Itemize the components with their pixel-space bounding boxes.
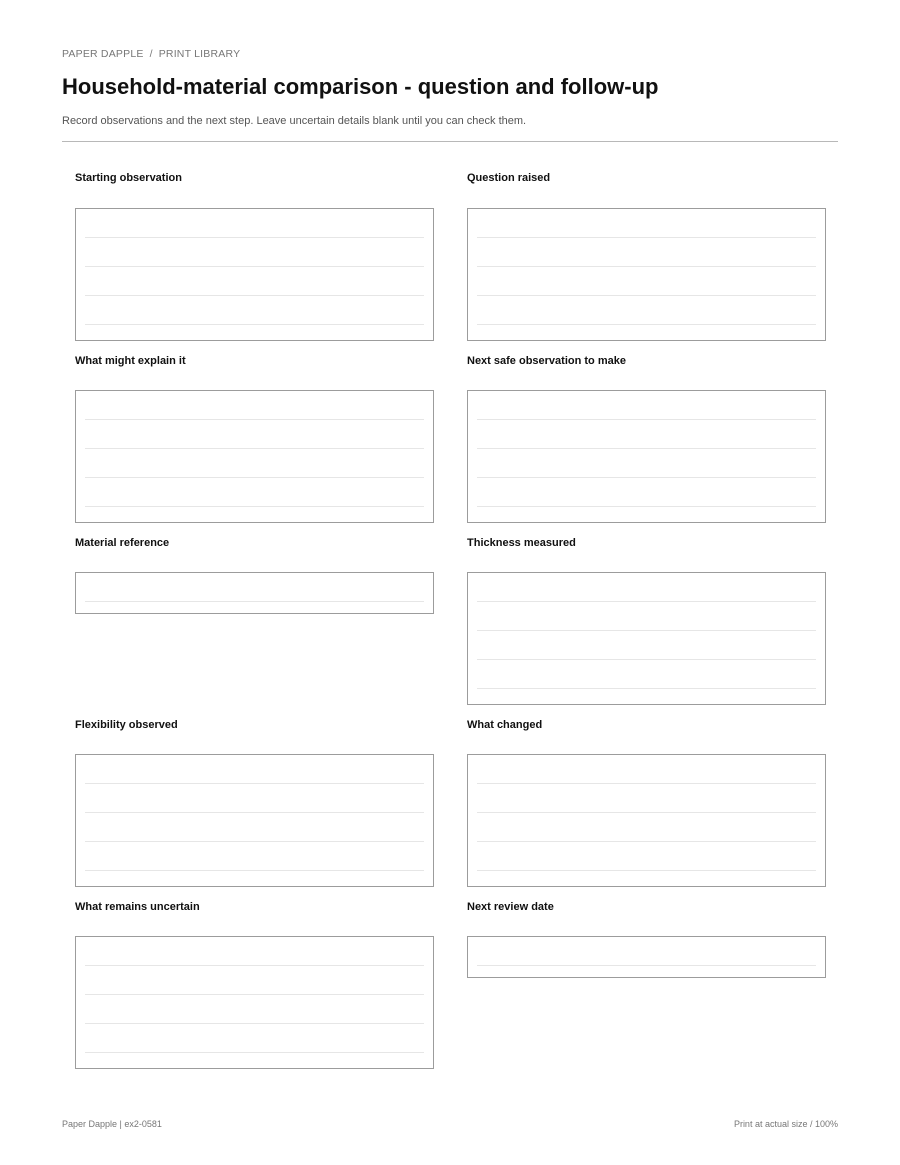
writing-line (85, 994, 424, 995)
footer-print-note: Print at actual size / 100% (733, 1119, 838, 1129)
writing-line (85, 601, 424, 602)
writing-line (85, 841, 424, 842)
field-label-question-raised: Question raised (467, 172, 551, 184)
writing-line (85, 812, 424, 813)
writing-line (477, 688, 816, 689)
writing-line (477, 841, 816, 842)
field-box-next-review-date[interactable] (467, 936, 826, 978)
field-label-what-might-explain-it: What might explain it (75, 355, 186, 367)
field-box-question-raised[interactable] (467, 208, 826, 341)
writing-line (85, 295, 424, 296)
footer-document-id: Paper Dapple | ex2-0581 (62, 1119, 162, 1129)
writing-line (477, 630, 816, 631)
writing-line (477, 419, 816, 420)
writing-line (85, 419, 424, 420)
writing-line (477, 506, 816, 507)
writing-line (477, 266, 816, 267)
field-label-what-remains-uncertain: What remains uncertain (75, 901, 200, 913)
writing-line (477, 812, 816, 813)
breadcrumb-section: PRINT LIBRARY (158, 48, 241, 60)
field-box-what-remains-uncertain[interactable] (75, 936, 434, 1069)
page-title: Household-material comparison - question and follow-up (62, 74, 659, 99)
page-subtitle: Record observations and the next step. Leave uncertain details blank until you can check them. (62, 115, 527, 127)
writing-line (85, 448, 424, 449)
field-box-what-changed[interactable] (467, 754, 826, 887)
writing-line (85, 324, 424, 325)
breadcrumb (62, 48, 240, 60)
writing-line (85, 1052, 424, 1053)
field-box-flexibility-observed[interactable] (75, 754, 434, 887)
field-label-next-review-date: Next review date (467, 901, 554, 913)
writing-line (85, 870, 424, 871)
field-label-next-safe-observation: Next safe observation to make (467, 355, 626, 367)
writing-line (85, 1023, 424, 1024)
field-label-what-changed: What changed (467, 719, 543, 731)
writing-line (477, 237, 816, 238)
writing-line (85, 783, 424, 784)
writing-line (477, 870, 816, 871)
writing-line (477, 295, 816, 296)
writing-line (477, 448, 816, 449)
field-box-next-safe-observation[interactable] (467, 390, 826, 523)
writing-line (85, 477, 424, 478)
breadcrumb-separator: / (149, 48, 153, 60)
header-divider (62, 141, 838, 142)
field-label-flexibility-observed: Flexibility observed (75, 719, 178, 731)
writing-line (85, 506, 424, 507)
writing-line (85, 266, 424, 267)
field-label-material-reference: Material reference (75, 537, 170, 549)
field-label-thickness-measured: Thickness measured (467, 537, 576, 549)
field-box-starting-observation[interactable] (75, 208, 434, 341)
writing-line (477, 477, 816, 478)
field-box-thickness-measured[interactable] (467, 572, 826, 705)
breadcrumb-brand: PAPER DAPPLE (62, 48, 144, 60)
writing-line (85, 237, 424, 238)
field-box-material-reference[interactable] (75, 572, 434, 614)
writing-line (477, 965, 816, 966)
field-label-starting-observation: Starting observation (75, 172, 182, 184)
writing-line (477, 783, 816, 784)
writing-line (477, 659, 816, 660)
field-box-what-might-explain-it[interactable] (75, 390, 434, 523)
writing-line (477, 324, 816, 325)
writing-line (477, 601, 816, 602)
writing-line (85, 965, 424, 966)
